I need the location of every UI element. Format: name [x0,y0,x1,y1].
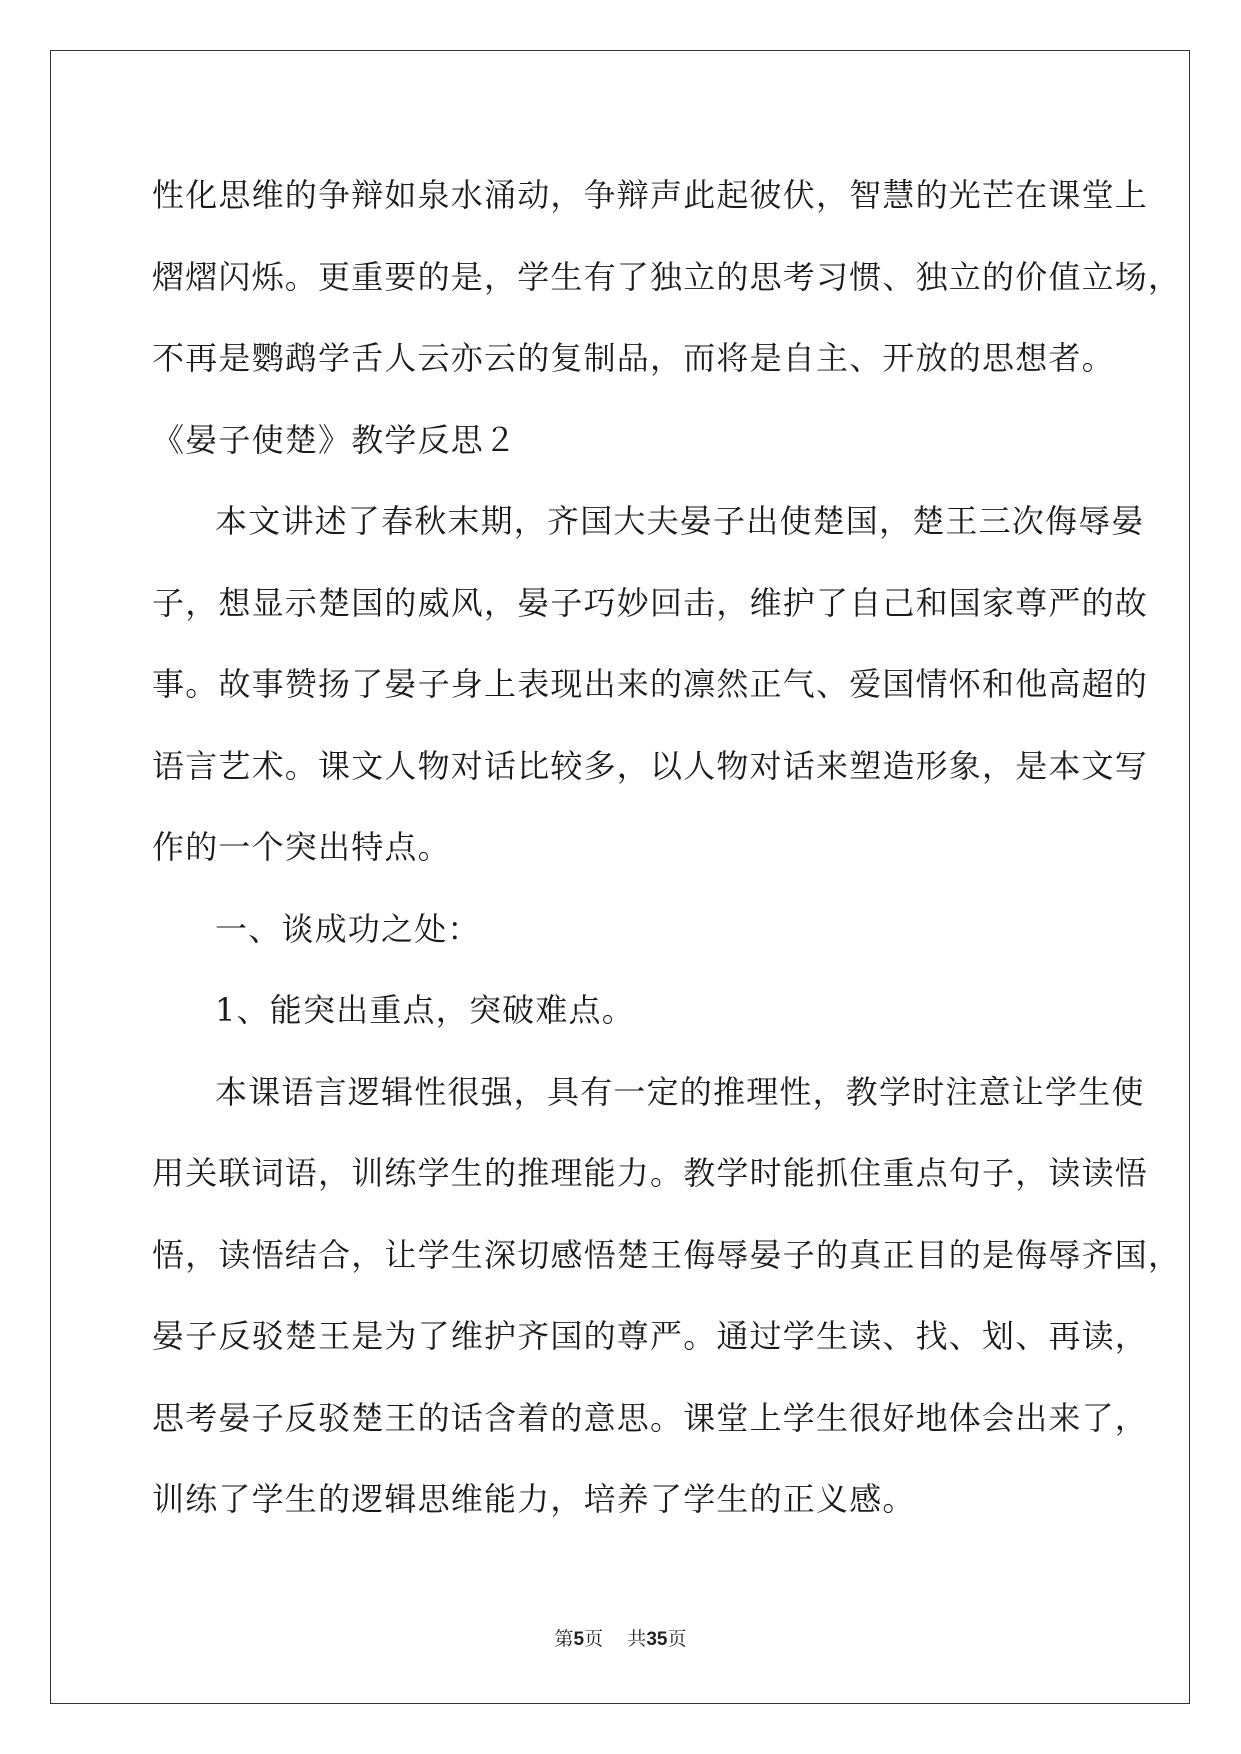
section-title: 《晏子使楚》教学反思２ [152,420,518,459]
text-line: 训练了学生的逻辑思维能力，培养了学生的正义感。 [152,1480,916,1518]
text-line: 思考晏子反驳楚王的话含着的意思。课堂上学生很好地体会出来了， [152,1398,1149,1437]
paragraph-start: 本课语言逻辑性很强，具有一定的推理性，教学时注意让学生使 [215,1072,1145,1111]
text-line: 晏子反驳楚王是为了维护齐国的尊严。通过学生读、找、划、再读， [152,1317,1149,1355]
page-current: 5 [573,1629,585,1650]
paragraph-start: 本文讲述了春秋末期，齐国大夫晏子出使楚国，楚王三次侮辱晏 [215,502,1145,540]
page-unit: 页 [584,1628,604,1650]
total-unit: 页 [667,1628,687,1650]
subheading: 一、谈成功之处： [215,909,481,948]
text-line: 用关联词语，训练学生的推理能力。教学时能抓住重点句子，读读悟 [152,1154,1149,1192]
page-footer [0,1624,1241,1651]
page-total: 35 [646,1629,668,1650]
text-line: 不再是鹦鹉学舌人云亦云的复制品，而将是自主、开放的思想者。 [152,339,1115,377]
text-line: 作的一个突出特点。 [152,828,451,866]
text-line: 性化思维的争辩如泉水涌动，争辩声此起彼伏，智慧的光芒在课堂上 [152,176,1149,214]
subheading-point: 1、能突出重点，突破难点。 [215,991,635,1029]
page-prefix: 第 [554,1628,574,1650]
document-body [152,155,1182,1541]
text-line: 子，想显示楚国的威风，晏子巧妙回击，维护了自己和国家尊严的故 [152,583,1149,622]
text-line: 事。故事赞扬了晏子身上表现出来的凛然正气、爱国情怀和他高超的 [152,665,1149,703]
text-line: 语言艺术。课文人物对话比较多，以人物对话来塑造形象，是本文写 [152,746,1149,785]
total-prefix: 共 [627,1628,647,1650]
text-line: 熠熠闪烁。更重要的是，学生有了独立的思考习惯、独立的价值立场， [152,257,1182,296]
text-line: 悟，读悟结合，让学生深切感悟楚王侮辱晏子的真正目的是侮辱齐国， [152,1235,1182,1274]
